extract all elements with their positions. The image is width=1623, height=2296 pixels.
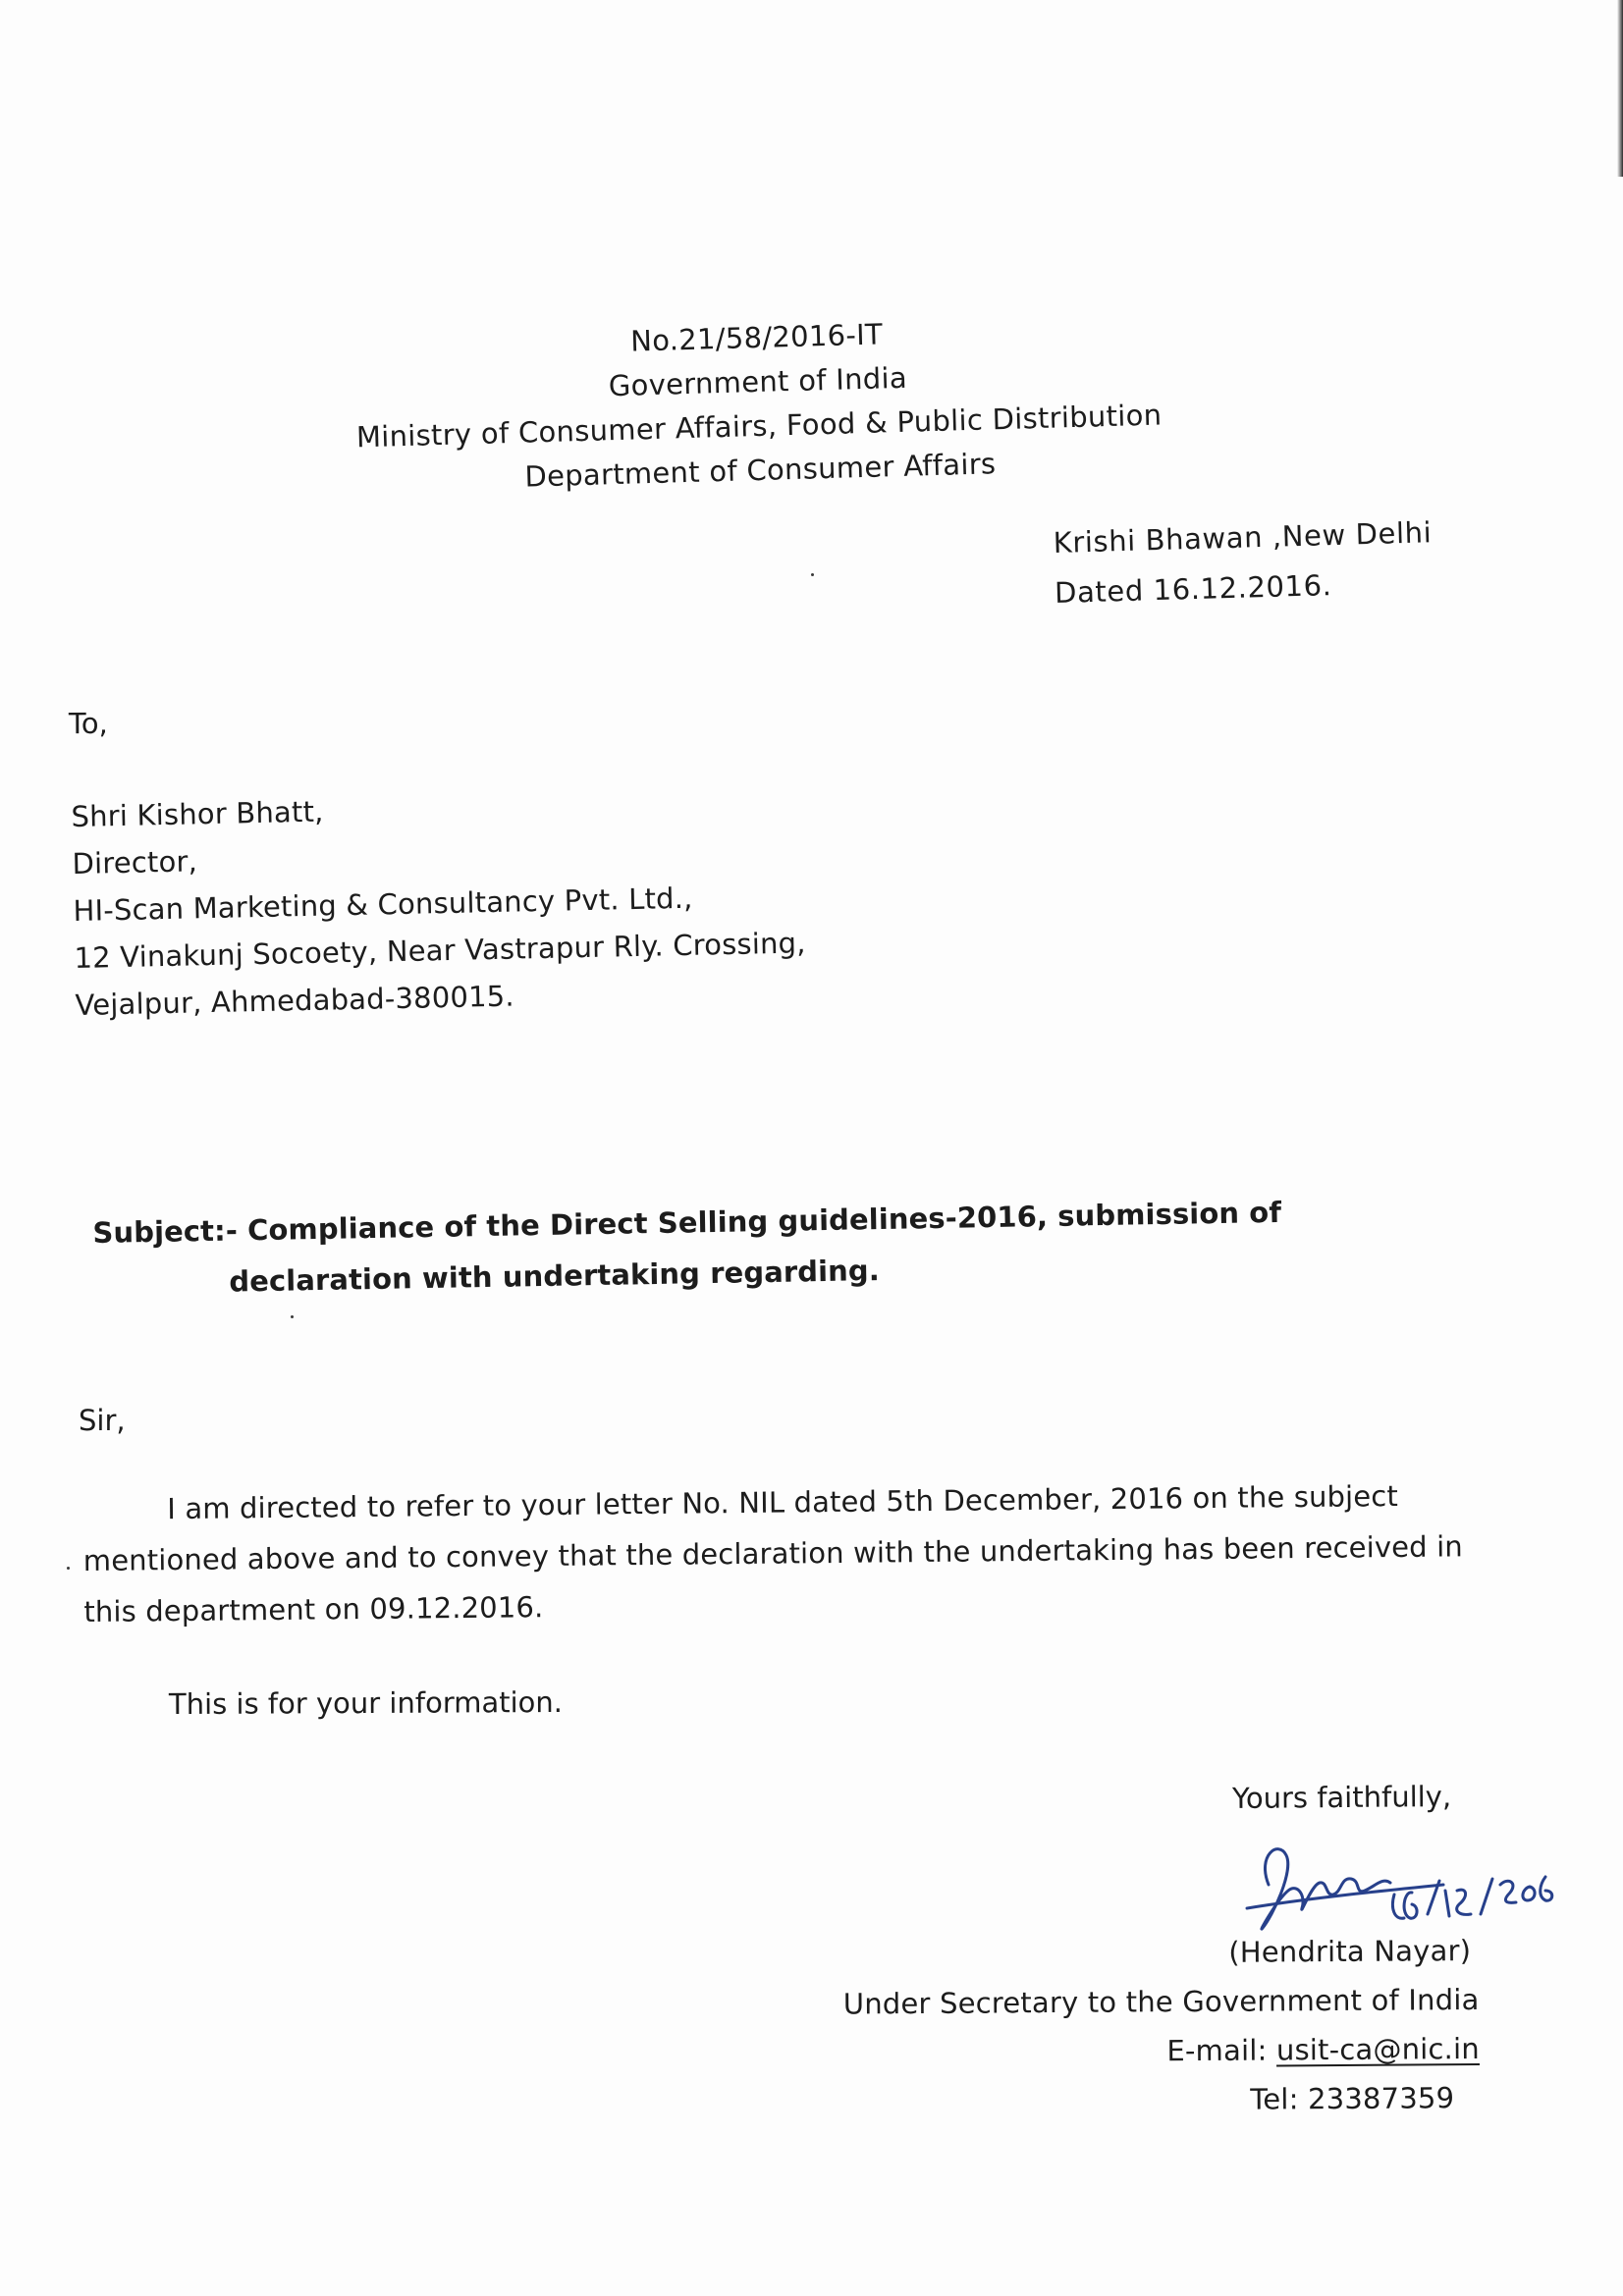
letter-date: Dated 16.12.2016. [1054,568,1332,610]
recipient-company: HI-Scan Marketing & Consultancy Pvt. Ltd., [73,881,693,928]
body-line2: mentioned above and to convey that the declaration with the undertaking has been received in [82,1529,1464,1577]
ministry-name: Ministry of Consumer Affairs, Food & Public Distribution [355,398,1163,454]
information-line: This is for your information. [168,1684,564,1722]
subject-line2: declaration with undertaking regarding. [229,1254,881,1299]
subject-line1: Subject:- Compliance of the Direct Selling guidelines-2016, submission of [92,1195,1282,1250]
to-label: To, [68,706,108,741]
signatory-block [811,1926,1480,2127]
body-line1: I am directed to refer to your letter No. NIL dated 5th December, 2016 on the subject [167,1478,1399,1526]
body-paragraph [82,1469,1479,1637]
closing-line: Yours faithfully, [1231,1780,1452,1815]
signatory-telephone: Tel: 23387359 [1250,2081,1455,2116]
letter-place: Krishi Bhawan ,New Delhi [1053,515,1433,560]
scan-edge-shadow [1617,0,1623,177]
recipient-address-line1: 12 Vinakunj Socoety, Near Vastrapur Rly. Crossing, [74,926,806,975]
signatory-designation: Under Secretary to the Government of India [842,1982,1480,2021]
signatory-name: (Hendrita Nayar) [1228,1934,1472,1969]
email-link[interactable]: usit-ca@nic.in [1275,2031,1480,2067]
scan-speck [67,1567,70,1570]
recipient-address [71,777,807,1029]
recipient-address-line2: Vejalpur, Ahmedabad-380015. [75,979,515,1022]
department-name: Department of Consumer Affairs [523,447,997,494]
letter-header [324,304,1193,506]
recipient-designation: Director, [72,844,198,881]
scan-speck [811,573,814,576]
reference-number: No.21/58/2016-IT [629,317,884,358]
subject-block [92,1187,1282,1309]
scan-speck [291,1315,294,1318]
salutation: Sir, [79,1404,126,1437]
body-line3: this department on 09.12.2016. [83,1590,544,1629]
government-name: Government of India [608,360,908,403]
recipient-name: Shri Kishor Bhatt, [71,794,324,833]
place-and-date [1053,507,1434,618]
signatory-email-line [812,2024,1480,2078]
email-label: E-mail: [1166,2033,1277,2068]
